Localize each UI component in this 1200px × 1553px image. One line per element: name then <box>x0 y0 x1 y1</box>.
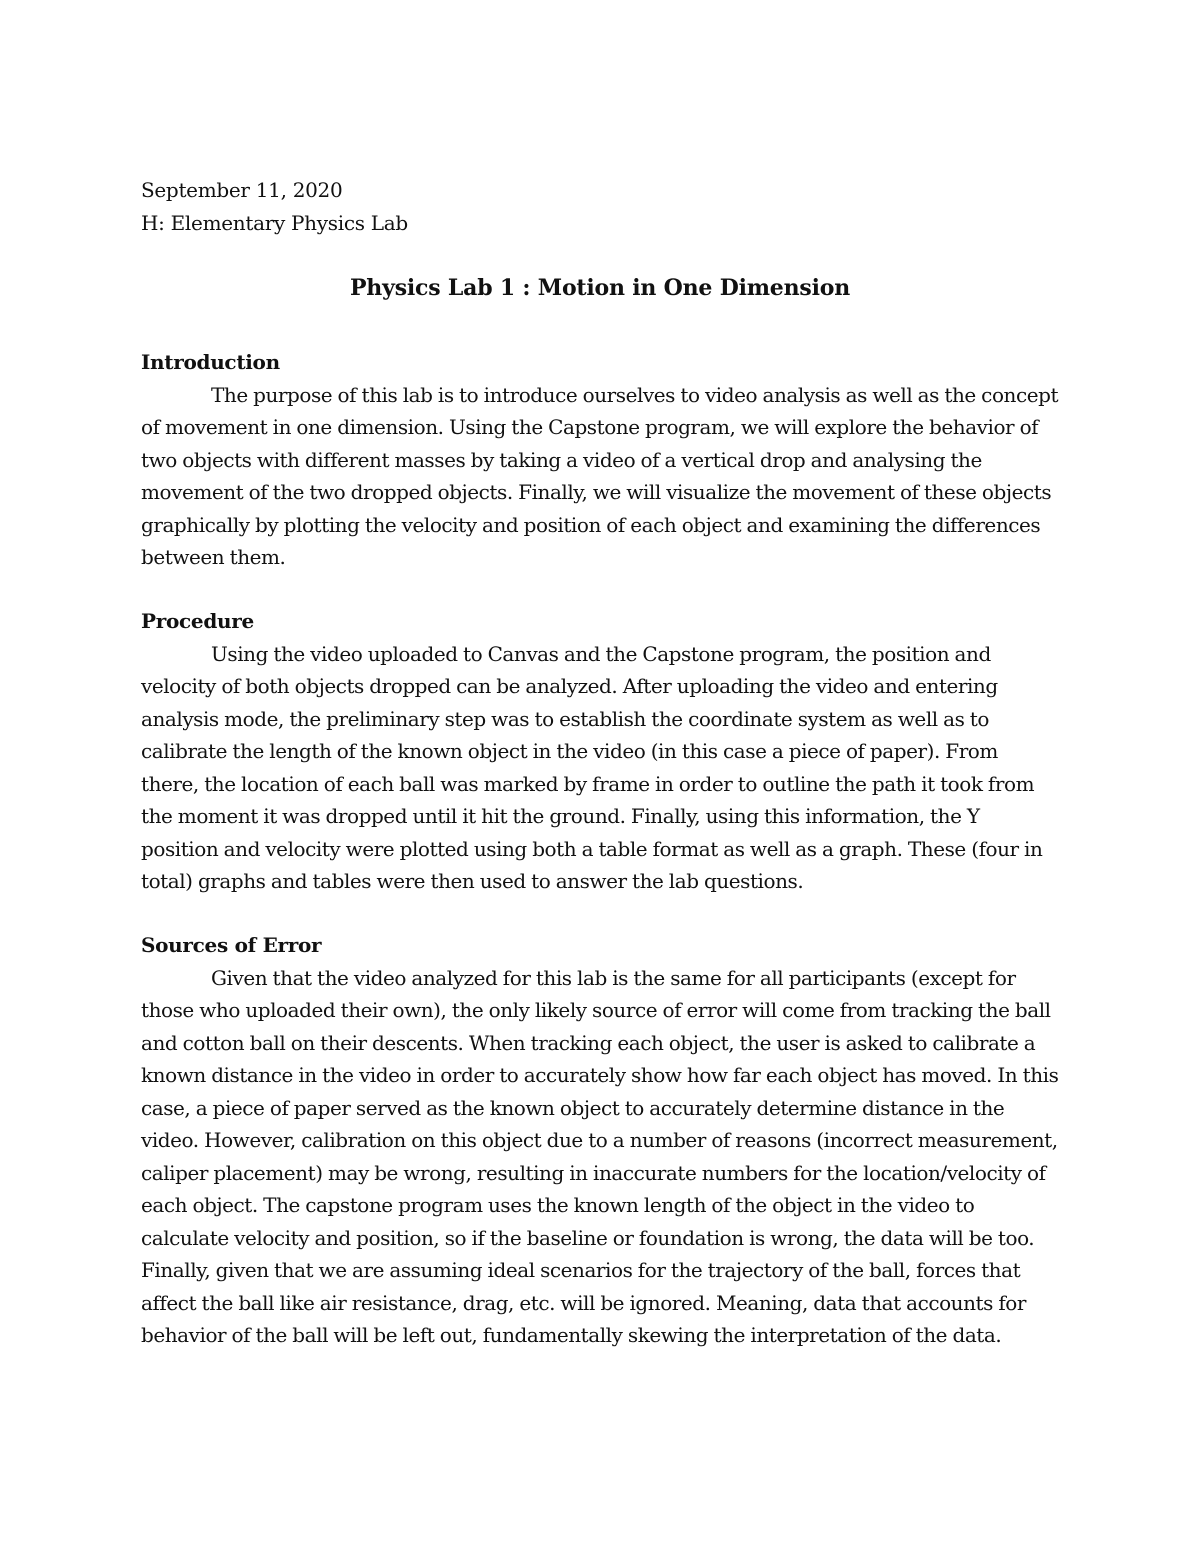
introduction-section <box>141 346 1061 574</box>
procedure-heading: Procedure <box>141 609 254 633</box>
document-header <box>141 174 408 239</box>
date-line: September 11, 2020 <box>141 178 343 202</box>
sources-of-error-heading: Sources of Error <box>141 933 322 957</box>
procedure-body: Using the video uploaded to Canvas and the Capstone program, the position and velocity of both objects dropped can be analyzed. After uploading the video and entering analysis mode, the preliminary step was to establish the coordinate system as well as to calibrate the length of the known object in the video (in this case a piece of paper). From there, the location of each ball was marked by frame in order to outline the path it took from the moment it was dropped until it hit the ground. Finally, using this information, the Y position and velocity were plotted using both a table format as well as a graph. These (four in total) graphs and tables were then used to answer the lab questions. <box>141 641 1043 893</box>
introduction-body: The purpose of this lab is to introduce ourselves to video analysis as well as the concept of movement in one dimension. Using the Capstone program, we will explore the behavior of two objects with different masses by taking a video of a vertical drop and analysing the movement of the two dropped objects. Finally, we will visualize the movement of these objects graphically by plotting the velocity and position of each object and examining the differences between them. <box>141 382 1059 569</box>
introduction-heading: Introduction <box>141 350 280 374</box>
course-line: H: Elementary Physics Lab <box>141 210 408 235</box>
sources-of-error-body: Given that the video analyzed for this lab is the same for all participants (except for those who uploaded their own), the only likely source of error will come from tracking the ball and cotton ball on their descents. When tracking each object, the user is asked to calibrate a known distance in the video in order to accurately show how far each object has moved. In this case, a piece of paper served as the known object to accurately determine distance in the video. However, calibration on this object due to a number of reasons (incorrect measurement, caliper placement) may be wrong, resulting in inaccurate numbers for the location/velocity of each object. The capstone program uses the known length of the object in the video to calculate velocity and position, so if the baseline or foundation is wrong, the data will be too. Finally, given that we are assuming ideal scenarios for the trajectory of the ball, forces that affect the ball like air resistance, drag, etc. will be ignored. Meaning, data that accounts for behavior of the ball will be left out, fundamentally skewing the interpretation of the data. <box>141 965 1059 1347</box>
document-title: Physics Lab 1 : Motion in One Dimension <box>349 275 851 301</box>
procedure-section <box>141 605 1061 898</box>
sources-of-error-section <box>141 929 1061 1352</box>
